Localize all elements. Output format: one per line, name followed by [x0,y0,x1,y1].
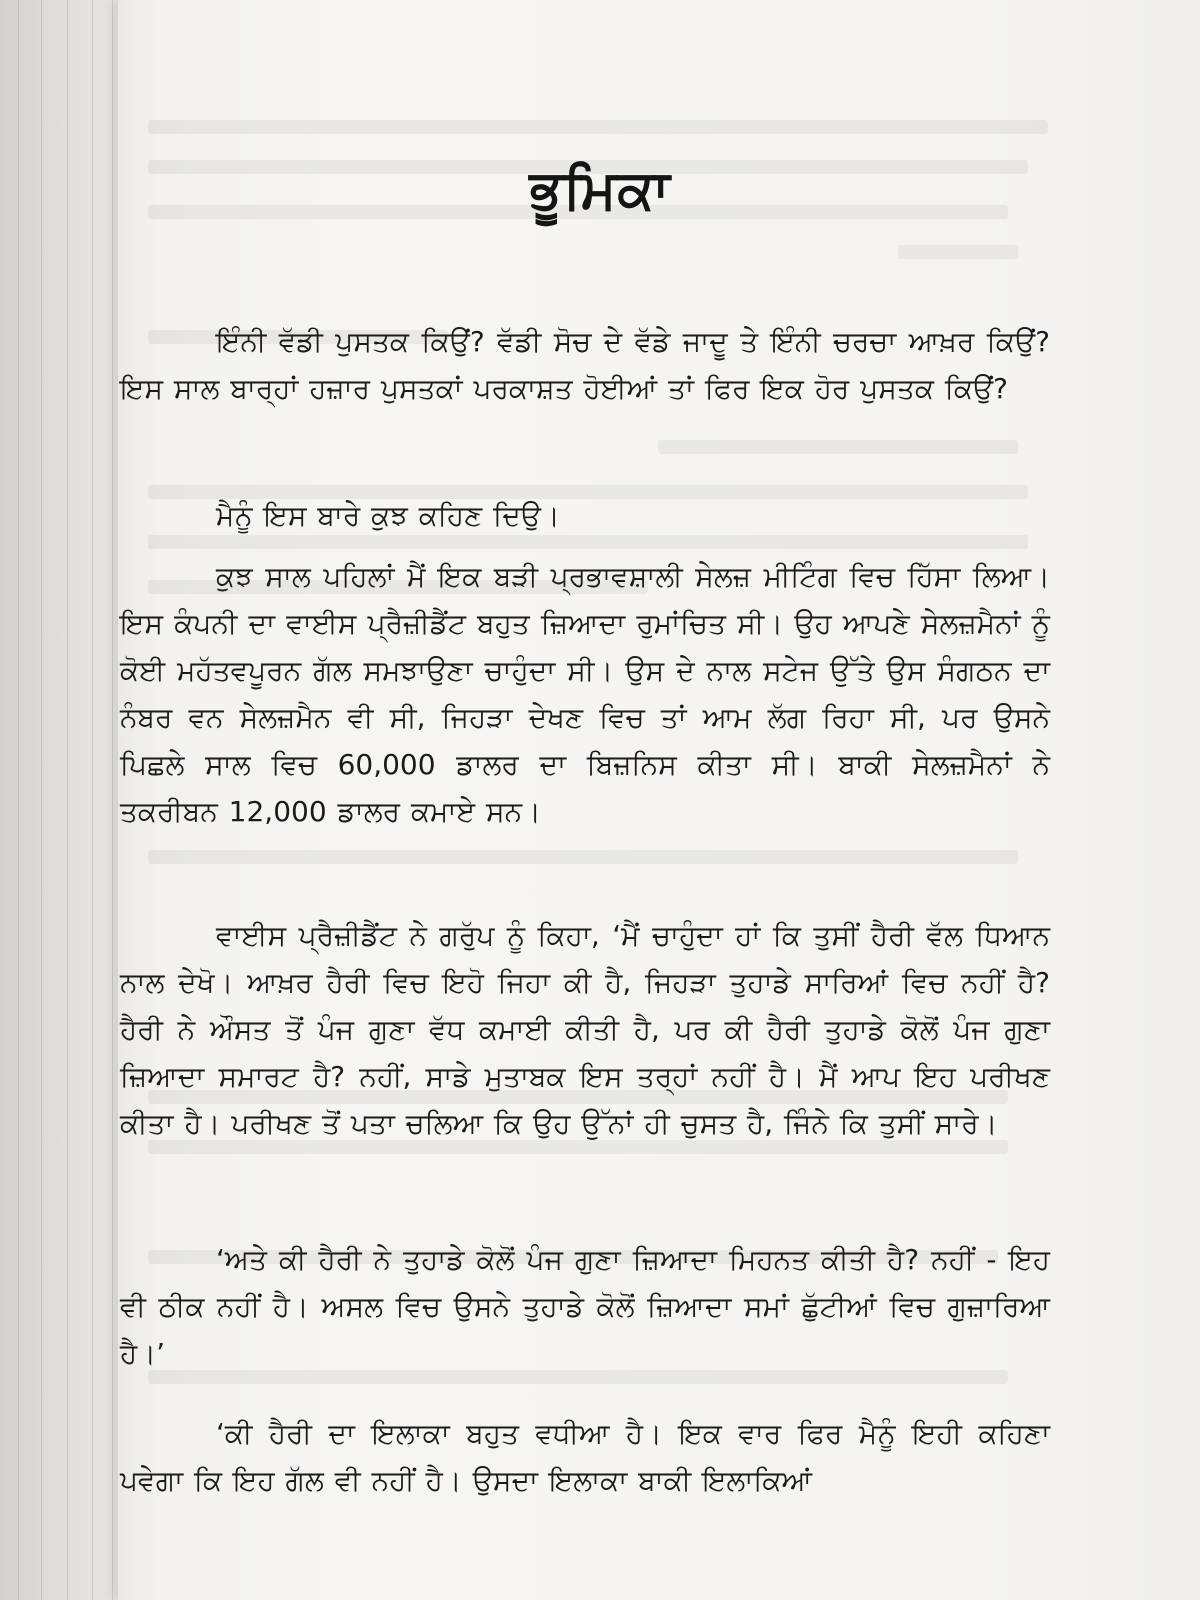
paragraph-6: ‘ਕੀ ਹੈਰੀ ਦਾ ਇਲਾਕਾ ਬਹੁਤ ਵਧੀਆ ਹੈ। ਇਕ ਵਾਰ ਫਿਰ ਮੈਨੂੰ ਇਹੀ ਕਹਿਣਾ ਪਵੇਗਾ ਕਿ ਇਹ ਗੱਲ ਵੀ ਨਹੀਂ ਹੈ। ਉਸਦਾ ਇਲਾਕਾ ਬਾਕੀ ਇਲਾਕਿਆਂ [120,1417,1050,1497]
paragraph-4: ਵਾਈਸ ਪ੍ਰੈਜ਼ੀਡੈਂਟ ਨੇ ਗਰੁੱਪ ਨੂੰ ਕਿਹਾ, ‘ਮੈਂ ਚਾਹੁੰਦਾ ਹਾਂ ਕਿ ਤੁਸੀਂ ਹੈਰੀ ਵੱਲ ਧਿਆਨ ਨਾਲ ਦੇਖੋ। ਆਖ਼ਰ ਹੈਰੀ ਵਿਚ ਇਹੋ ਜਿਹਾ ਕੀ ਹੈ, ਜਿਹੜਾ ਤੁਹਾਡੇ ਸਾਰਿਆਂ ਵਿਚ ਨਹੀਂ ਹੈ? ਹੈਰੀ ਨੇ ਔਸਤ ਤੋਂ ਪੰਜ ਗੁਣਾ ਵੱਧ ਕਮਾਈ ਕੀਤੀ ਹੈ, ਪਰ ਕੀ ਹੈਰੀ ਤੁਹਾਡੇ ਕੋਲੋਂ ਪੰਜ ਗੁਣਾ ਜ਼ਿਆਦਾ ਸਮਾਰਟ ਹੈ? ਨਹੀਂ, ਸਾਡੇ ਮੁਤਾਬਕ ਇਸ ਤਰ੍ਹਾਂ ਨਹੀਂ ਹੈ। ਮੈਂ ਆਪ ਇਹ ਪਰੀਖਣ ਕੀਤਾ ਹੈ। ਪਰੀਖਣ ਤੋਂ ਪਤਾ ਚਲਿਆ ਕਿ ਉਹ ਉੱਨਾਂ ਹੀ ਚੁਸਤ ਹੈ, ਜਿੰਨੇ ਕਿ ਤੁਸੀਂ ਸਾਰੇ। [120,919,1050,1140]
page-stack-edges [0,0,130,1600]
paragraph-3: ਕੁਝ ਸਾਲ ਪਹਿਲਾਂ ਮੈਂ ਇਕ ਬੜੀ ਪ੍ਰਭਾਵਸ਼ਾਲੀ ਸੇਲਜ਼ ਮੀਟਿੰਗ ਵਿਚ ਹਿੱਸਾ ਲਿਆ। ਇਸ ਕੰਪਨੀ ਦਾ ਵਾਈਸ ਪ੍ਰੈਜ਼ੀਡੈਂਟ ਬਹੁਤ ਜ਼ਿਆਦਾ ਰੁਮਾਂਚਿਤ ਸੀ। ਉਹ ਆਪਣੇ ਸੇਲਜ਼ਮੈਨਾਂ ਨੂੰ ਕੋਈ ਮਹੱਤਵਪੂਰਨ ਗੱਲ ਸਮਝਾਉਣਾ ਚਾਹੁੰਦਾ ਸੀ। ਉਸ ਦੇ ਨਾਲ ਸਟੇਜ ਉੱਤੇ ਉਸ ਸੰਗਠਨ ਦਾ ਨੰਬਰ ਵਨ ਸੇਲਜ਼ਮੈਨ ਵੀ ਸੀ, ਜਿਹੜਾ ਦੇਖਣ ਵਿਚ ਤਾਂ ਆਮ ਲੱਗ ਰਿਹਾ ਸੀ, ਪਰ ਉਸਨੇ ਪਿਛਲੇ ਸਾਲ ਵਿਚ 60,000 ਡਾਲਰ ਦਾ ਬਿਜ਼ਨਿਸ ਕੀਤਾ ਸੀ। ਬਾਕੀ ਸੇਲਜ਼ਮੈਨਾਂ ਨੇ ਤਕਰੀਬਨ 12,000 ਡਾਲਰ ਕਮਾਏ ਸਨ। [120,560,1050,828]
paragraph-1: ਇੰਨੀ ਵੱਡੀ ਪੁਸਤਕ ਕਿਉਂ? ਵੱਡੀ ਸੋਚ ਦੇ ਵੱਡੇ ਜਾਦੂ ਤੇ ਇੰਨੀ ਚਰਚਾ ਆਖ਼ਰ ਕਿਉਂ? ਇਸ ਸਾਲ ਬਾਰ੍ਹਾਂ ਹਜ਼ਾਰ ਪੁਸਤਕਾਂ ਪਰਕਾਸ਼ਤ ਹੋਈਆਂ ਤਾਂ ਫਿਰ ਇਕ ਹੋਰ ਪੁਸਤਕ ਕਿਉਂ? [120,325,1050,405]
paragraph-2: ਮੈਨੂੰ ਇਸ ਬਾਰੇ ਕੁਝ ਕਹਿਣ ਦਿਉ। [216,499,560,532]
page-title: ਭੂਮਿਕਾ [529,158,671,221]
paragraph-5: ‘ਅਤੇ ਕੀ ਹੈਰੀ ਨੇ ਤੁਹਾਡੇ ਕੋਲੋਂ ਪੰਜ ਗੁਣਾ ਜ਼ਿਆਦਾ ਮਿਹਨਤ ਕੀਤੀ ਹੈ? ਨਹੀਂ - ਇਹ ਵੀ ਠੀਕ ਨਹੀਂ ਹੈ। ਅਸਲ ਵਿਚ ਉਸਨੇ ਤੁਹਾਡੇ ਕੋਲੋਂ ਜ਼ਿਆਦਾ ਸਮਾਂ ਛੁੱਟੀਆਂ ਵਿਚ ਗੁਜ਼ਾਰਿਆ ਹੈ।’ [120,1243,1050,1370]
